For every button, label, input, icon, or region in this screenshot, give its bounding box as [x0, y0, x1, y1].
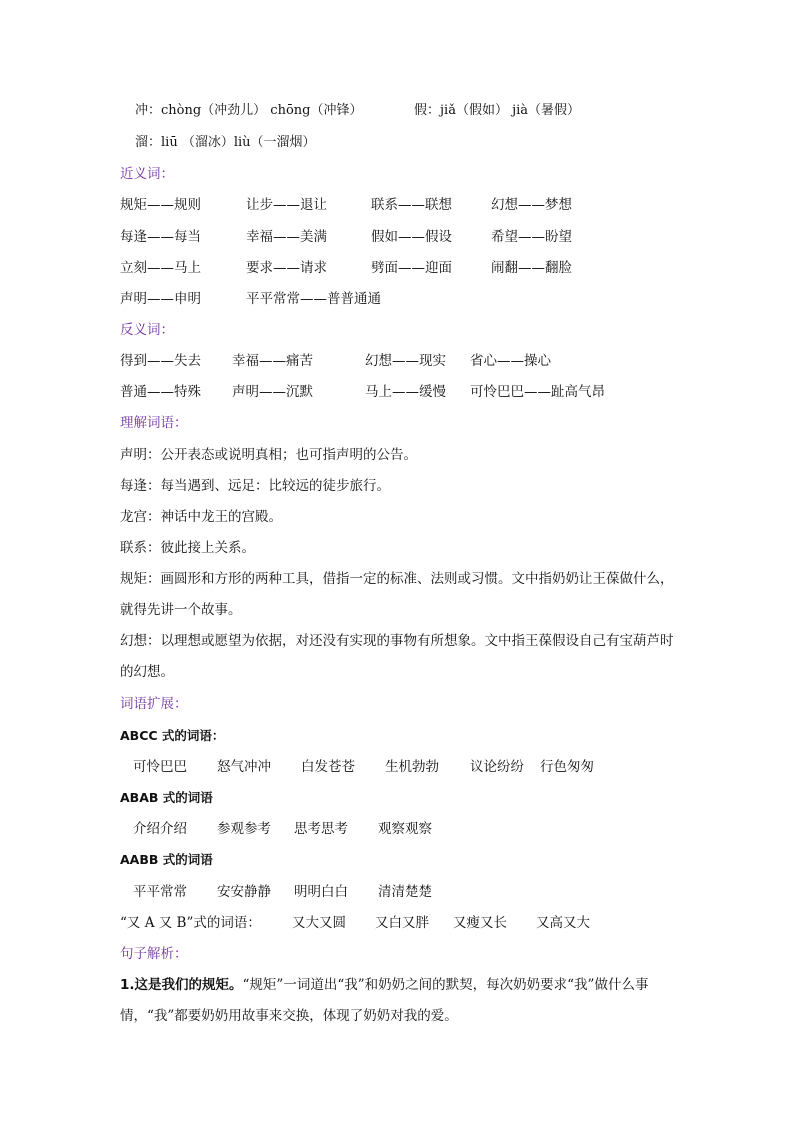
antonym-pair: 幻想——现实 — [365, 353, 446, 369]
understanding-heading: 理解词语： — [120, 415, 188, 431]
antonym-pair: 省心——操心 — [470, 353, 551, 369]
synonyms-heading: 近义词： — [120, 166, 174, 182]
synonym-row — [120, 195, 720, 215]
synonym-pair: 规矩——规则 — [120, 197, 201, 213]
synonym-row — [120, 227, 720, 247]
pron-chong: 冲：chòng（冲劲儿） chōng（冲锋） — [135, 103, 363, 118]
analysis-sentence-body: “规矩”一词道出“我”和奶奶之间的默契，每次奶奶要求“我”做什么事情，“我”都要奶奶用故事来交换，体现了奶奶对我的爱。 — [120, 977, 649, 1024]
aabb-label: AABB 式的词语 — [120, 852, 213, 867]
synonym-pair: 劈面——迎面 — [371, 260, 452, 276]
analysis-sentence-1 — [120, 970, 680, 1032]
antonym-pair: 可怜巴巴——趾高气昂 — [470, 384, 605, 400]
pron-liu: 溜：liū （溜冰）liù（一溜烟） — [135, 135, 316, 150]
word: 怒气冲冲 — [217, 759, 271, 775]
antonym-row — [120, 351, 720, 371]
definition-item: 幻想：以理想或愿望为依据，对还没有实现的事物有所想象。文中指王葆假设自己有宝葫芦时的幻想。 — [120, 633, 674, 680]
antonym-pair: 幸福——痛苦 — [232, 353, 313, 369]
word: 安安静静 — [217, 884, 271, 900]
synonym-row — [120, 289, 720, 309]
antonym-pair: 普通——特殊 — [120, 384, 201, 400]
word: 又瘦又长 — [453, 915, 507, 931]
synonym-pair: 每逢——每当 — [120, 229, 201, 245]
synonym-pair: 立刻——马上 — [120, 260, 201, 276]
definition-item: 规矩：画圆形和方形的两种工具，借指一定的标准、法则或习惯。文中指奶奶让王葆做什么，就得先讲一个故事。 — [120, 571, 674, 618]
word: 思考思考 — [294, 821, 348, 837]
abcc-label: ABCC 式的词语： — [120, 728, 225, 743]
synonym-pair: 闹翻——翻脸 — [491, 260, 572, 276]
antonym-pair: 声明——沉默 — [232, 384, 313, 400]
word: 明明白白 — [294, 884, 348, 900]
word: 可怜巴巴 — [133, 759, 187, 775]
synonym-pair: 让步——退让 — [246, 197, 327, 213]
antonyms-heading: 反义词： — [120, 322, 174, 338]
word: 议论纷纷 — [470, 759, 524, 775]
word: 观察观察 — [378, 821, 432, 837]
definition-item: 声明：公开表态或说明真相；也可指声明的公告。 — [120, 447, 417, 463]
synonym-row — [120, 258, 720, 278]
youab-label: “又 A 又 B”式的词语： — [120, 915, 261, 931]
antonym-pair: 得到——失去 — [120, 353, 201, 369]
word: 又白又胖 — [375, 915, 429, 931]
word: 介绍介绍 — [133, 821, 187, 837]
definition-item: 每逢：每当遇到、远足：比较远的徒步旅行。 — [120, 478, 390, 494]
abab-words — [120, 819, 720, 839]
synonym-pair: 要求——请求 — [246, 260, 327, 276]
pron-jia: 假：jiǎ（假如） jià（暑假） — [414, 103, 581, 118]
synonym-pair: 平平常常——普普通通 — [246, 291, 381, 307]
abab-label: ABAB 式的词语 — [120, 790, 213, 805]
word: 参观参考 — [217, 821, 271, 837]
synonym-pair: 联系——联想 — [371, 197, 452, 213]
definition-item: 联系：彼此接上关系。 — [120, 540, 255, 556]
synonym-pair: 希望——盼望 — [491, 229, 572, 245]
definition-item: 龙宫：神话中龙王的宫殿。 — [120, 509, 282, 525]
synonym-pair: 声明——申明 — [120, 291, 201, 307]
antonym-pair: 马上——缓慢 — [365, 384, 446, 400]
word: 白发苍苍 — [301, 759, 355, 775]
antonym-row — [120, 382, 720, 402]
synonym-pair: 幸福——美满 — [246, 229, 327, 245]
expansion-heading: 词语扩展： — [120, 696, 188, 712]
aabb-words — [120, 882, 720, 902]
word: 生机勃勃 — [385, 759, 439, 775]
word: 平平常常 — [133, 884, 187, 900]
youab-row — [120, 913, 720, 933]
word: 又大又圆 — [292, 915, 346, 931]
word: 又高又大 — [536, 915, 590, 931]
synonym-pair: 幻想——梦想 — [491, 197, 572, 213]
word: 清清楚楚 — [378, 884, 432, 900]
word: 行色匆匆 — [540, 759, 594, 775]
analysis-sentence-lead: 1.这是我们的规矩。 — [120, 977, 243, 993]
abcc-words — [120, 757, 720, 777]
analysis-heading: 句子解析： — [120, 946, 188, 962]
synonym-pair: 假如——假设 — [371, 229, 452, 245]
